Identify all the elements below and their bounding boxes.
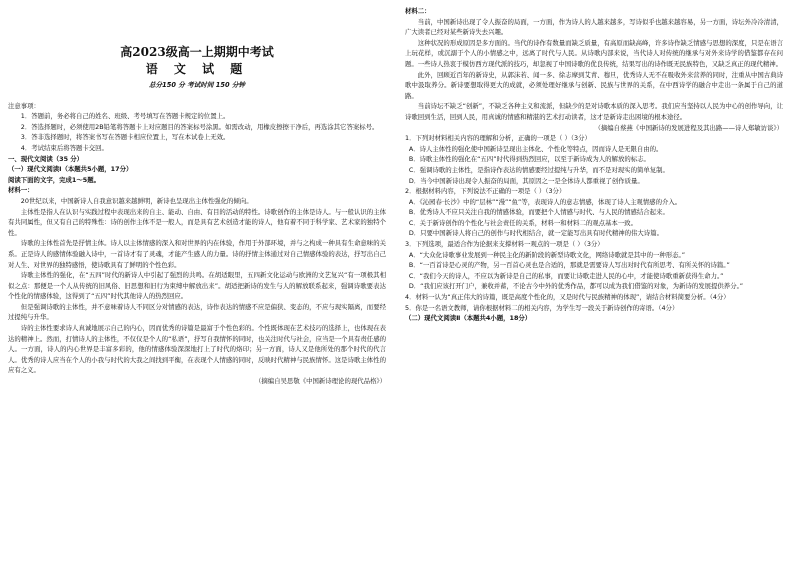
option: A．“大众化诗歌事业发展到一种民主化的新阶段的新型诗歌文化，网络诗歌就是其中的一种形态。” (408, 250, 686, 259)
option: B．诗歌主体性的强化在“五四”时代得到热烈回应，以至于新诗成为人的解放的标志。 (408, 155, 650, 164)
source-citation: （摘编自吴思敬《中国新诗理论的现代品格》） (254, 377, 386, 386)
subsection-heading: （一）现代文阅读Ⅰ（本题共5小题，17分） (8, 165, 133, 174)
notes-heading: 注意事项： (8, 101, 40, 110)
option: D．“我们应该打开门户，兼收并蓄，不论古今中外的优秀作品，都可以成为我们借鉴的对象，为新诗的发展提供养分。” (408, 282, 744, 291)
material-label: 材料一： (8, 186, 34, 195)
paragraph: 主体性是指人在认识与实践过程中表现出来的自主、能动、自由、有目的活动的特性。诗歌创作的主体是诗人。与一般认识的主体有共同属性，但又有自己的特殊性：诗的创作主体不是一般人，而是具有艺术创造才能的诗人，他有着不同于科学家、艺术家的独特个性。 (8, 207, 386, 237)
note-item: 1．答题前，务必将自己的姓名、班级、考号填写在答题卡规定的位置上。 (20, 112, 230, 121)
section-heading: 一、现代文阅读（35 分） (8, 154, 84, 163)
question-5: 5．你是一名语文教师，请你根据材料二的相关内容，为学生写一段关于新诗创作的寄语。（4分） (405, 303, 679, 312)
note-item: 4．考试结束后将答题卡交回。 (20, 143, 108, 152)
material-label: 材料二： (405, 7, 431, 15)
note-item: 3．答非选择题时，将答案书写在答题卡相应位置上，写在本试卷上无效。 (20, 133, 230, 142)
next-section-heading: （二）现代文阅读Ⅱ（本题共4小题，18分） (405, 314, 532, 323)
option: C．强调诗歌的主体性，是指诗作表达的情感要经过提纯与升华，而不是对现实的简单复制。 (408, 165, 669, 174)
option: D．当今中国新诗出现令人振奋的局面，其原因之一是全体诗人都重视了创作质量。 (408, 176, 644, 185)
left-column (8, 6, 386, 387)
option: A．诗人主体性的强化使中国新诗呈现出主体化、个性化等特点，因而诗人是无限自由的。 (408, 144, 663, 153)
exam-meta: 总分150 分 考试时间 150 分钟 (148, 81, 246, 89)
paragraph: 此外，回顾近百年的新诗史，从郭沫若、闻一多、徐志摩到艾青、穆旦，优秀诗人无不在吸收外来营养的同时，注重从中国古典诗歌中汲取养分。新诗要想取得更大的成就，必须处理好继承与创新、民族与世界的关系，在中西诗学的融合中走出一条属于自己的道路。 (405, 70, 783, 100)
source-citation: （摘编自蔡燕《中国新诗的发展进程及其出路——诗人郑敏访谈》） (594, 123, 783, 132)
option: B．“一百首诗是心灵的产物，另一百首心灵也是合适的，那就是需要诗人写出对时代有所思考、有所关怀的诗篇。” (408, 261, 730, 270)
question-1: 1．下列对材料相关内容的理解和分析，正确的一项是（ ）（3分） (405, 134, 591, 143)
note-item: 2．答选择题时，必须使用2B铅笔将答题卡上对应题目的答案标号涂黑。如需改动，用橡皮擦擦干净后，再选涂其它答案标号。 (20, 122, 379, 131)
right-column (405, 6, 783, 324)
question-2: 2．根据材料内容，下列说法不正确的一项是（ ）（3分） (405, 187, 566, 196)
question-4: 4．材料一认为“真正伟大的诗篇，既是高度个性化的，又是时代与民族精神的体现”，请结合材料简要分析。（4分） (405, 293, 730, 302)
paragraph: 这种状况的形成原因是多方面的。当代的诗作有数量而缺乏质量，有高原而缺高峰，许多诗作缺乏情感与思想的深度，只是在语言上玩花样，或沉溺于个人的小情感之中，远离了时代与人民。从诗歌内部来说，当代诗人对传统的继承与对外来诗学的借鉴都存在问题。一些诗人热衷于模仿西方现代派的技巧，却忽视了中国诗歌的优良传统，结果写出的诗作既无民族特色，又缺乏真正的现代精神。 (405, 38, 783, 68)
exam-title: 高2023级高一上期期中考试 (120, 45, 274, 59)
paragraph: 当前，中国新诗出现了令人振奋的局面，一方面，作为诗人的人越来越多，写诗似乎也越来越容易，另一方面，诗坛外冷冷清清，广大读者已经对某些新诗失去兴趣。 (405, 17, 783, 37)
paragraph: 当前诗坛不缺乏“创新”，不缺乏各种主义和流派，但缺少的是对诗歌本质的深入思考。我们应当坚持以人民为中心的创作导向，让诗歌回到生活，回到人民，用真诚的情感和精湛的艺术打动读者，这才是新诗走出困境的根本途径。 (405, 102, 783, 121)
paragraph: 诗的主体性要求诗人真诚地展示自己的内心，因而优秀的诗篇是最富于个性色彩的。个性既体现在艺术技巧的选择上，也体现在表达的精神上。然而，打情诗人的主体性，不仅仅是个人的“私语”，抒写自我情怀的同时，也关注时代与社会，应当是一个具有责任感的人。一方面，诗人的内心世界是丰富多彩的，他的情感体验深深地打上了时代的烙印；另一方面，诗人又是他所处的那个时代的代言人。优秀的诗人应当在个人的小我与时代的大我之间找到平衡，在表现个人情感的同时，反映时代精神与民族情怀。这是诗歌主体性的应有之义。 (8, 324, 386, 375)
option: C．关于新诗创作的个性化与社会责任的关系，材料一和材料二的观点基本一致。 (408, 218, 637, 227)
option: B．优秀诗人不应只关注自我的情感体验，而要把个人情感与时代、与人民的情感结合起来。 (408, 208, 669, 217)
exam-subtitle: 语 文 试 题 (145, 62, 249, 76)
option: D．只要中国新诗人将自己的创作与时代相结合，就一定能写出具有时代精神的伟大诗篇。 (408, 229, 663, 238)
question-3: 3．下列选项，最适合作为论据来支撑材料一观点的一项是（ ）（3分） (405, 240, 604, 249)
paragraph: 诗歌的主体性首先是抒情主体。诗人以主体情感的深入和对世界的内在体验，作用于外部环境，并与之构成一种具有生命意味的关系。正是诗人的感情体验融入诗中，一首诗才有了灵魂，才能产生感人的力量。诗的抒情主体通过对自己情感体验的表达，抒写出自己对人生、对世界的独特感悟，使诗歌具有了鲜明的个性色彩。 (8, 239, 386, 269)
option: A．《沁园春·长沙》中的“层林”“漫”“鱼”等，表现诗人的意志情感，体现了诗人主观情感的介入。 (408, 197, 682, 206)
paragraph: 诗歌主体性的强化，在“五四”时代的新诗人中引起了强烈的共鸣。在胡适眼里，五四新文化运动与欧洲的文艺复兴“有一项极其相似之点：那便是一个人从传统的旧风俗、旧思想和旧行为束缚中解放出来”。胡适把新诗的发生与人的解放联系起来，强调诗歌要表达个性化的情感体验，这得到了“五四”时代其他诗人的热烈回应。 (8, 271, 386, 301)
instruction: 阅读下面的文字，完成1～5题。 (8, 175, 100, 184)
option: C．“我们今天的诗人，不应以为新诗是自己的私事，而要让诗歌走进人民的心中，才能使诗歌重新获得生命力。” (408, 271, 724, 280)
paragraph: 但是强调诗歌的主体性，并不意味着诗人不同区分对情感的表达，诗作表达的情感不应是偏狭、变态的，不应与现实隔离，而要经过提纯与升华。 (8, 302, 386, 322)
paragraph: 20世纪以来，中国新诗人自我意识越来越鲜明，新诗也呈现出主体性强化的倾向。 (20, 196, 253, 205)
